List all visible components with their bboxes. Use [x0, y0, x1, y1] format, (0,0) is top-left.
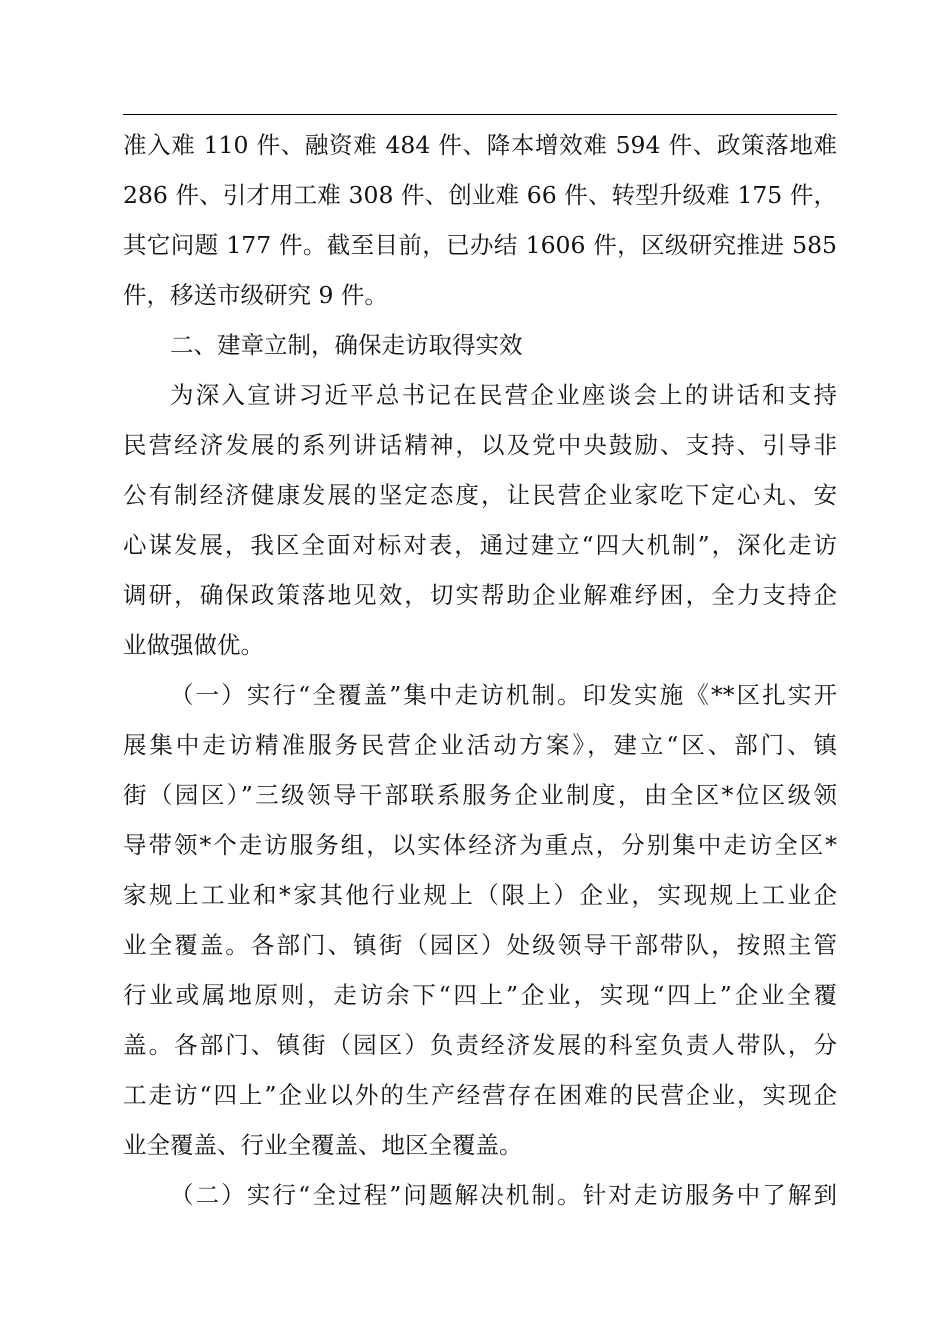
text-line: （二）实行“全过程”问题解决机制。针对走访服务中了解到: [170, 1181, 837, 1209]
text-line: 业全覆盖。各部门、镇街（园区）处级领导干部带队，按照主管: [123, 931, 837, 959]
text-line: 民营经济发展的系列讲话精神，以及党中央鼓励、支持、引导非: [123, 431, 837, 459]
text-line: 调研，确保政策落地见效，切实帮助企业解难纾困，全力支持企: [123, 581, 837, 609]
text-line: 工走访“四上”企业以外的生产经营存在困难的民营企业，实现企: [123, 1081, 837, 1109]
text-line: 其它问题 177 件。截至目前，已办结 1606 件，区级研究推进 585: [123, 231, 837, 259]
text-line: 准入难 110 件、融资难 484 件、降本增效难 594 件、政策落地难: [123, 131, 837, 159]
paragraph-intro: [123, 370, 837, 670]
text-line: 家规上工业和*家其他行业规上（限上）企业，实现规上工业企: [123, 881, 837, 909]
paragraph-mechanism-two: [123, 1170, 837, 1220]
text-line: 街（园区）”三级领导干部联系服务企业制度，由全区*位区级领: [123, 781, 837, 809]
text-line: 公有制经济健康发展的坚定态度，让民营企业家吃下定心丸、安: [123, 481, 837, 509]
text-line: 件，移送市级研究 9 件。: [123, 281, 388, 309]
text-line: 286 件、引才用工难 308 件、创业难 66 件、转型升级难 175 件，: [123, 181, 837, 209]
paragraph-mechanism-one: [123, 670, 837, 1170]
header-rule: [123, 114, 837, 115]
text-line: 行业或属地原则，走访余下“四上”企业，实现“四上”企业全覆: [123, 981, 837, 1009]
text-line: 心谋发展，我区全面对标对表，通过建立“四大机制”，深化走访: [123, 531, 837, 559]
text-line: 业全覆盖、行业全覆盖、地区全覆盖。: [123, 1131, 523, 1159]
text-line: 为深入宣讲习近平总书记在民营企业座谈会上的讲话和支持: [170, 381, 837, 409]
heading-text: 二、建章立制，确保走访取得实效: [170, 331, 523, 359]
text-line: 业做强做优。: [123, 631, 264, 659]
document-body: [123, 120, 837, 1220]
paragraph-statistics: [123, 120, 837, 320]
text-line: （一）实行“全覆盖”集中走访机制。印发实施《**区扎实开: [170, 681, 837, 709]
text-line: 导带领*个走访服务组，以实体经济为重点，分别集中走访全区*: [123, 831, 837, 859]
text-line: 展集中走访精准服务民营企业活动方案》，建立“区、部门、镇: [123, 731, 837, 759]
text-line: 盖。各部门、镇街（园区）负责经济发展的科室负责人带队，分: [123, 1031, 837, 1059]
section-heading: [123, 320, 837, 370]
